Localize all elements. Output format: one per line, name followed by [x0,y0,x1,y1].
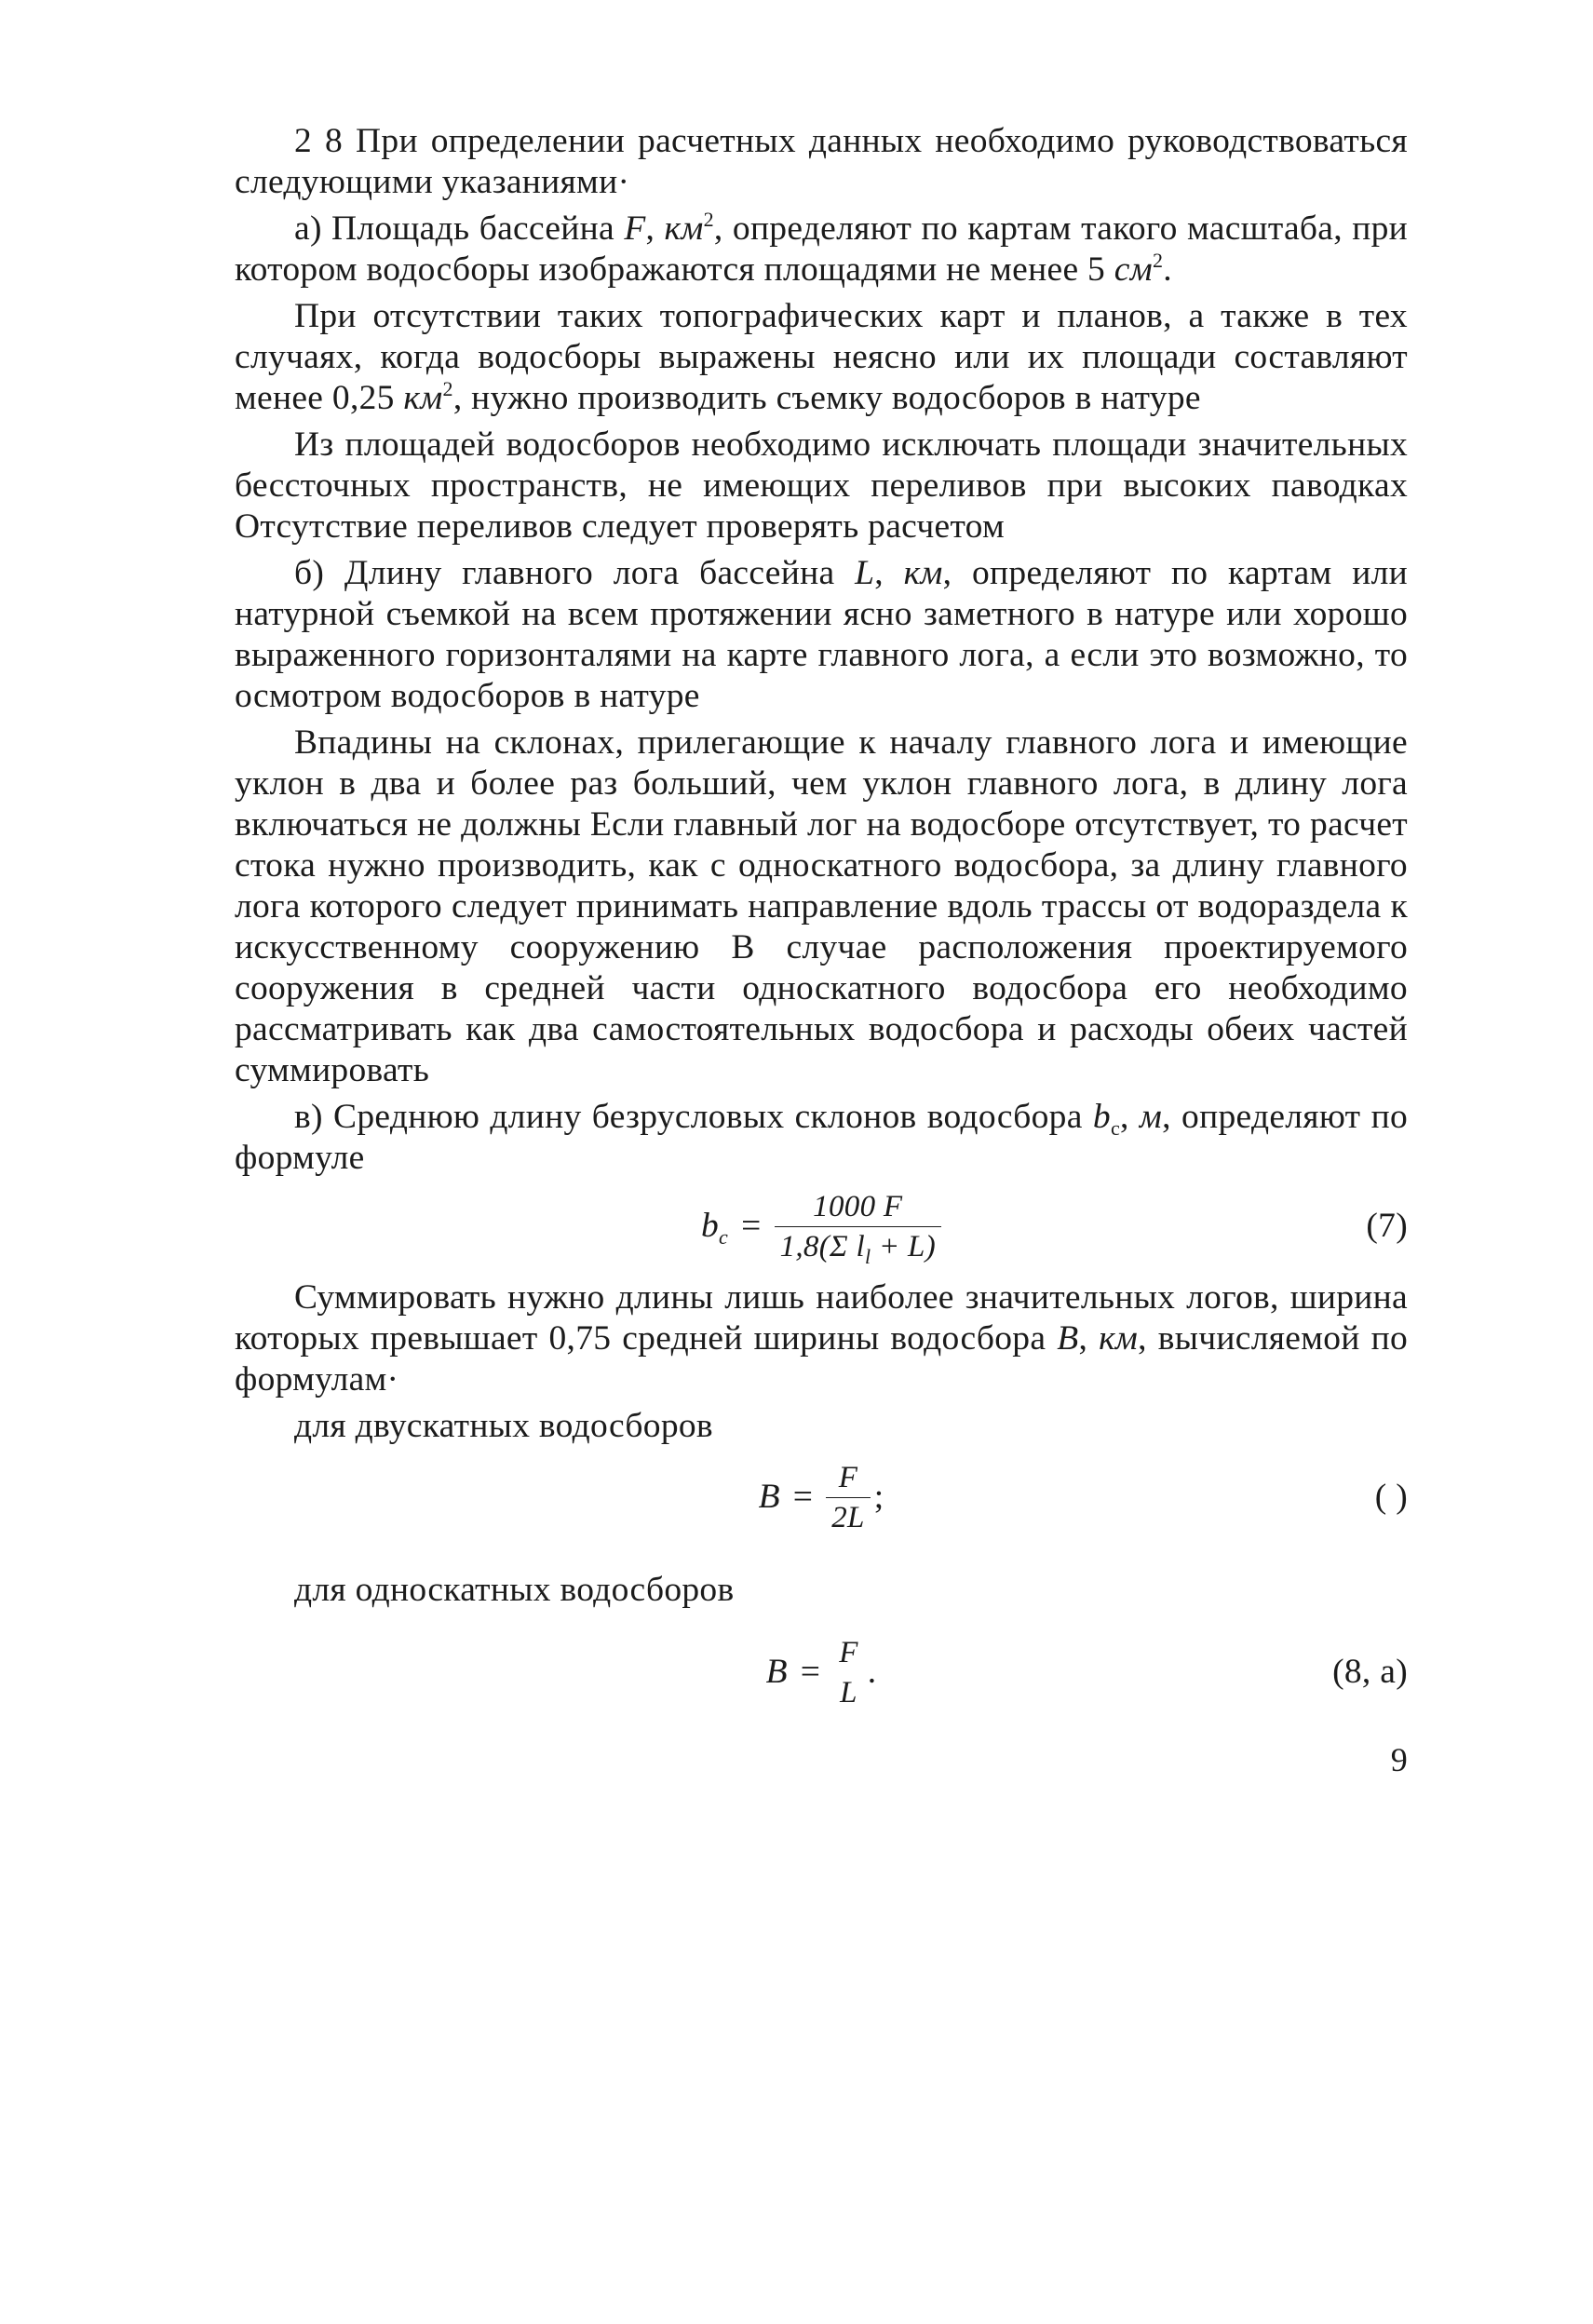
paragraph-text: для двускатных водосборов [294,1407,713,1445]
paragraph-text: , определяют по картам или натурной съемкой на всем протяжении ясно заметного в натуре или хорошо выраженного горизонталями на карте главного лога, а если это возможно, то осмотром водосборов в натуре [235,554,1408,715]
unit-km: км [664,209,704,248]
fraction [826,1460,870,1535]
unit-km: км [1099,1319,1139,1358]
formula-lhs [701,1206,728,1247]
symbol-B: B [1057,1319,1079,1358]
paragraph-text: , [1078,1319,1100,1358]
symbol-B: B [765,1653,788,1691]
fraction-denominator: 2L [831,1500,865,1534]
denominator-text: + L) [871,1229,936,1263]
unit-m: м [1139,1098,1163,1136]
symbol-F: F [624,209,646,248]
equation-number: (7) [1366,1207,1408,1245]
page-number: 9 [1390,1741,1408,1778]
equation-number: ( ) [1374,1478,1408,1516]
fraction [833,1635,863,1710]
equals-sign: = [800,1653,821,1691]
paragraph-text: . [1163,250,1172,289]
paragraph-text: а) Площадь бассейна [294,209,625,248]
fraction-numerator: F [838,1460,858,1494]
superscript: 2 [442,377,453,400]
paragraph-depressions [235,723,1408,1091]
paragraph-text: б) Длину главного лога бассейна [294,554,856,592]
paragraph-area [235,209,1408,290]
paragraph-item-28 [235,121,1408,203]
fraction [775,1189,941,1268]
fraction-bar [833,1672,863,1673]
formula-body [235,1184,1408,1268]
symbol-b: b [700,1207,720,1245]
paragraph-two-slope [235,1406,1408,1447]
fraction-bar [775,1226,941,1227]
superscript: 2 [703,208,714,231]
paragraph-text: При отсутствии таких топографических карт и планов, а также в тех случаях, когда водосборы выражены неясно или их площади составляют менее 0,25 [235,297,1408,417]
paragraph-text: , определяют по формуле [235,1098,1408,1177]
paragraph-log-length [235,553,1408,717]
paragraph-slope-length [235,1097,1408,1179]
formula-body [235,1628,1408,1717]
fraction-denominator [775,1229,941,1268]
paragraph-text: Из площадей водосборов необходимо исключать площади значительных бессточных пространств, не имеющих переливов при высоких паводках Отсутствие переливов следует проверять расчетом [235,426,1408,546]
unit-cm: см [1114,250,1153,289]
equals-sign: = [741,1207,762,1245]
formula-8a [235,1628,1408,1717]
denominator-text: 1,8(Σ l [779,1229,865,1263]
formula-body [235,1452,1408,1542]
fraction-bar [826,1497,870,1498]
paragraph-text: , вычисляемой по формулам· [235,1319,1409,1398]
symbol-L: L [855,554,875,592]
paragraph-text: Впадины на склонах, прилегающие к началу главного лога и имеющие уклон в два и более раз больший, чем уклон главного лога, в длину лога включаться не должны Если главный лог на водосборе отсутствует, то расчет стока нужно производить, как с односкатного водосбора, за длину главного лога которого следует принимать направление вдоль трассы от водораздела к искусственному сооружению В случае расположения проектируемого сооружения в средней части односкатного водосбора его необходимо рассматривать как два самостоятельных водосбора и расходы обеих частей суммировать [235,723,1408,1089]
fraction-denominator: L [840,1675,857,1709]
paragraph-text: в) Среднюю длину безрусловых склонов водосбора [294,1098,1093,1136]
paragraph-text: , нужно производить съемку водосборов в натуре [452,379,1201,417]
symbol-b: b [1092,1098,1111,1136]
subscript: с [719,1225,729,1249]
fraction-numerator: F [839,1635,858,1669]
equals-sign: = [792,1478,814,1516]
paragraph-text: Суммировать нужно длины лишь наиболее значительных логов, ширина которых превышает 0,75 средней ширины водосбора [235,1278,1408,1358]
paragraph-one-slope [235,1570,1408,1611]
paragraph-text: 2 8 При определении расчетных данных необходимо руководствоваться следующими указаниями· [235,122,1408,201]
unit-km: км [403,379,443,417]
equation-number: (8, а) [1332,1653,1408,1691]
superscript: 2 [1152,249,1164,272]
formula-8 [235,1452,1408,1542]
document-page [235,121,1408,1782]
paragraph-text: , [1120,1098,1140,1136]
paragraph-text: , [645,209,665,248]
page-footer [235,1726,1408,1782]
paragraph-text: , [874,554,904,592]
formula-punctuation: . [867,1653,877,1691]
paragraph-survey [235,296,1408,419]
paragraph-sum-logs [235,1277,1408,1400]
symbol-B: B [758,1478,780,1516]
paragraph-exclusion [235,425,1408,547]
subscript: с [1110,1116,1121,1140]
formula-punctuation: ; [873,1478,884,1516]
subscript: l [864,1244,871,1268]
unit-km: км [903,554,943,592]
fraction-numerator: 1000 F [813,1189,903,1223]
formula-7 [235,1184,1408,1268]
paragraph-text: для односкатных водосборов [294,1571,735,1609]
paragraph-text: , определяют по картам такого масштаба, при котором водосборы изображаются площадями не менее 5 [235,209,1408,289]
